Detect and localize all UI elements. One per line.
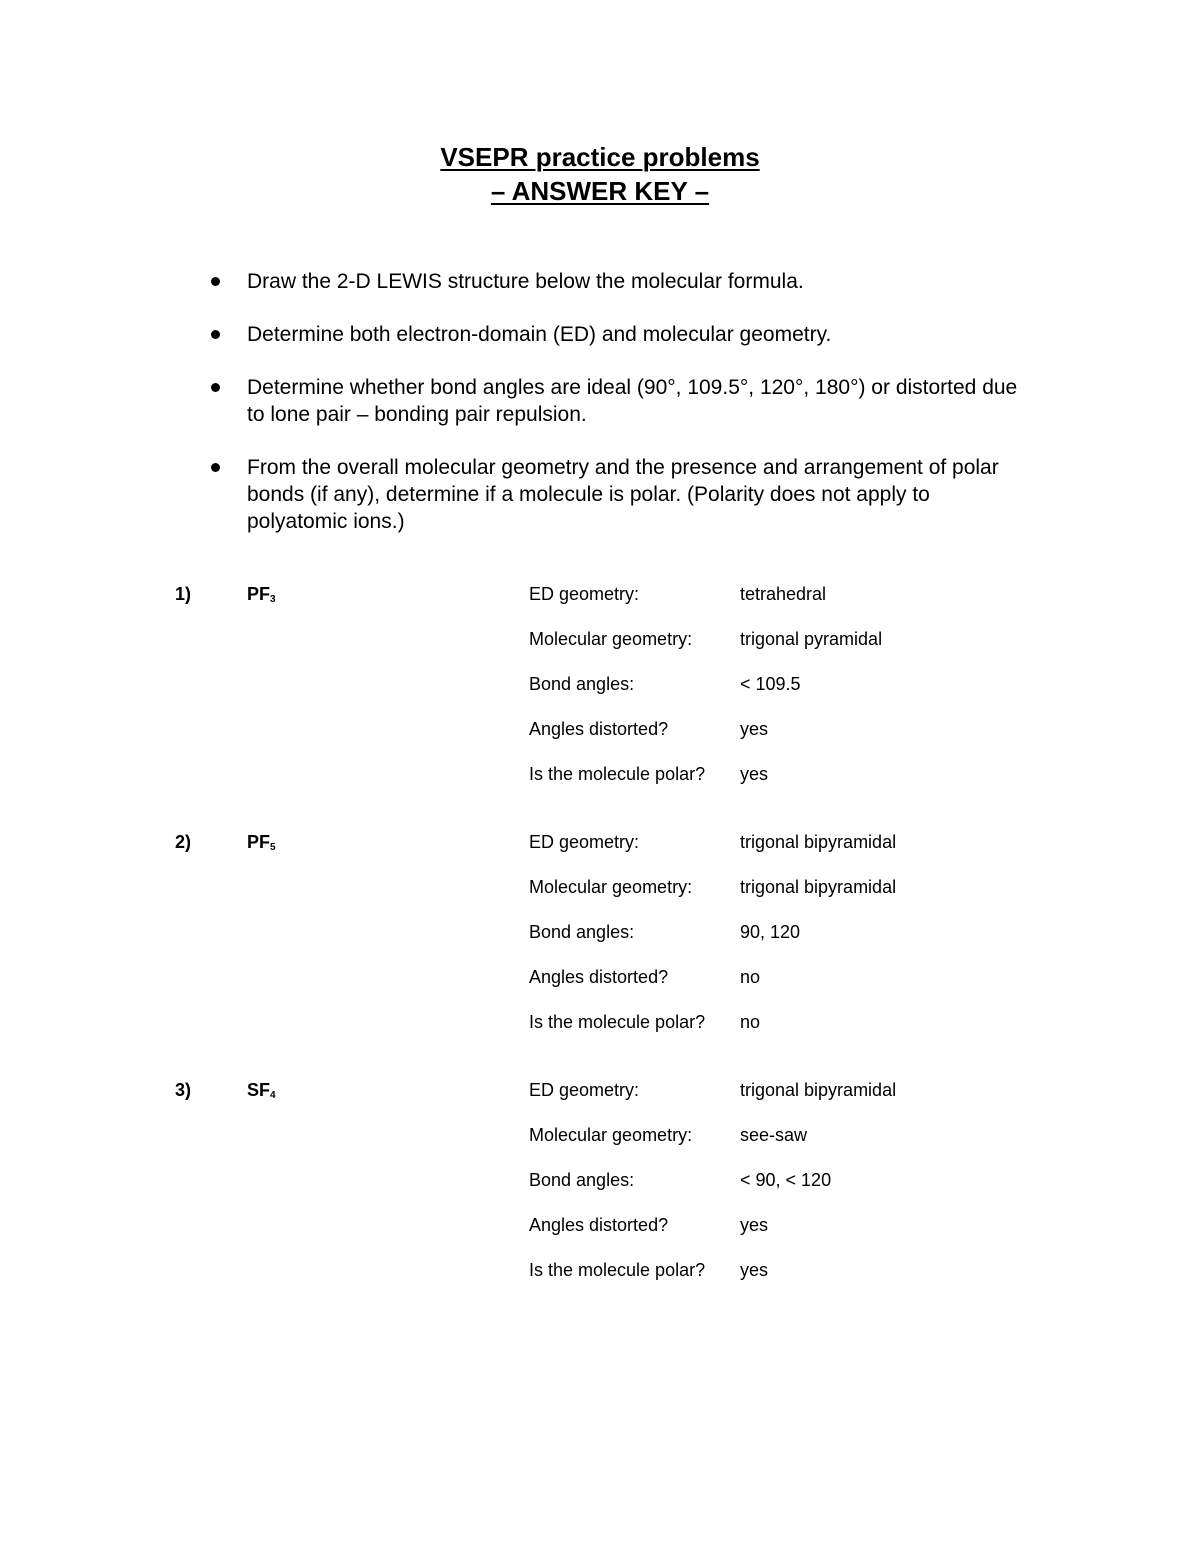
instruction-text: Determine whether bond angles are ideal (90°, 109.5°, 120°, 180°) or distorted due to lone pair – bonding pair repulsion.: [247, 376, 1018, 426]
answer-value: no: [740, 1012, 761, 1032]
answer-label: Molecular geometry:: [529, 877, 693, 897]
molecular-formula: $PF_5$: [247, 832, 276, 853]
molecular-formula: $PF_3$: [247, 584, 276, 605]
answer-label: Angles distorted?: [529, 719, 669, 739]
answer-value: trigonal pyramidal: [740, 629, 883, 649]
instruction-text: Determine both electron-domain (ED) and molecular geometry.: [247, 323, 832, 346]
answer-value: yes: [740, 1260, 769, 1280]
answer-label: Is the molecule polar?: [529, 1260, 706, 1280]
answer-value: yes: [740, 764, 769, 784]
problem-number: 2): [175, 832, 192, 852]
document-title: [0, 140, 1200, 208]
molecular-formula: $SF_4$: [247, 1080, 276, 1101]
answer-value: tetrahedral: [740, 584, 827, 604]
answer-label: ED geometry:: [529, 1080, 640, 1100]
answer-label: ED geometry:: [529, 584, 640, 604]
answer-label: Is the molecule polar?: [529, 764, 706, 784]
answer-label: Is the molecule polar?: [529, 1012, 706, 1032]
bullet-icon: [211, 463, 220, 472]
answer-value: see-saw: [740, 1125, 808, 1145]
answer-value: trigonal bipyramidal: [740, 832, 897, 852]
problem-number: 1): [175, 584, 192, 604]
instruction-text: Draw the 2-D LEWIS structure below the molecular formula.: [247, 270, 804, 293]
answer-value: trigonal bipyramidal: [740, 877, 897, 897]
answer-value: yes: [740, 719, 769, 739]
answer-value: yes: [740, 1215, 769, 1235]
answer-label: Bond angles:: [529, 922, 635, 942]
bullet-icon: [211, 277, 220, 286]
answer-label: Angles distorted?: [529, 1215, 669, 1235]
title-line-2: – ANSWER KEY –: [490, 176, 710, 206]
bullet-icon: [211, 330, 220, 339]
instruction-item: [210, 374, 1030, 428]
bullet-icon: [211, 383, 220, 392]
title-line-1: VSEPR practice problems: [440, 142, 760, 172]
answer-value: < 109.5: [740, 674, 801, 694]
instruction-item: [210, 268, 1030, 295]
instruction-item: [210, 321, 1030, 348]
answer-label: Bond angles:: [529, 674, 635, 694]
instruction-text: From the overall molecular geometry and the presence and arrangement of polar bonds (if any), determine if a molecule is polar. (Polarity does not apply to polyatomic ions.): [247, 456, 999, 533]
instruction-item: [210, 454, 1030, 535]
answer-label: Molecular geometry:: [529, 1125, 693, 1145]
answer-label: ED geometry:: [529, 832, 640, 852]
instructions-list: [210, 268, 1030, 561]
answer-label: Bond angles:: [529, 1170, 635, 1190]
answer-label: Molecular geometry:: [529, 629, 693, 649]
answer-value: < 90, < 120: [740, 1170, 832, 1190]
answer-value: trigonal bipyramidal: [740, 1080, 897, 1100]
problem-number: 3): [175, 1080, 192, 1100]
answer-value: no: [740, 967, 761, 987]
answer-label: Angles distorted?: [529, 967, 669, 987]
answer-value: 90, 120: [740, 922, 801, 942]
